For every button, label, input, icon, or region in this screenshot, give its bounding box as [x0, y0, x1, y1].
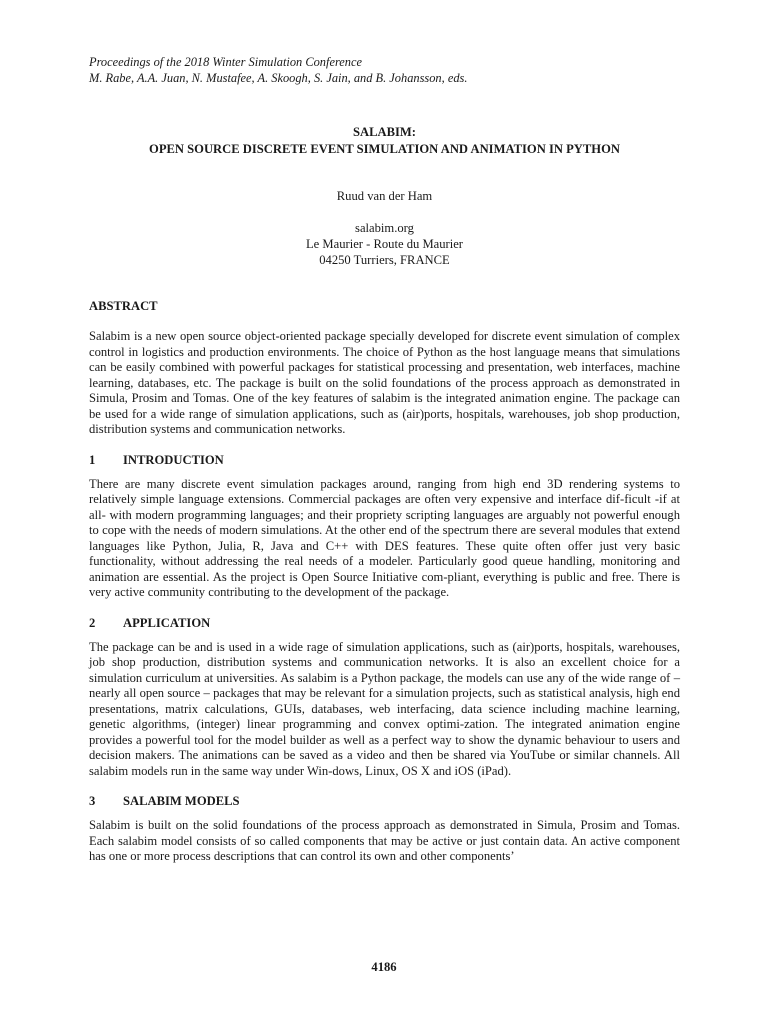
affiliation-line: salabim.org [355, 221, 414, 235]
section-title: SALABIM MODELS [123, 794, 240, 808]
section-text-introduction: There are many discrete event simulation packages around, ranging from high end 3D rendering systems to relatively simple language extensions. Commercial packages are often very expensive and interface dif-ficult -if at all- with modern programming languages; and their propriety scripting languages are arguably not powerful enough to cope with the needs of modern simulations. At the other end of the spectrum there are several modules that extend languages like Python, Julia, R, Java and C++ with DES features. These quite often offer just very basic functionality, without addressing the real needs of a modeler. Particularly good queue handling, monitoring and animation are essential. As the project is Open Source Initiative com-pliant, everything is public and free. There is very active community contributing to the development of the package. [89, 476, 680, 599]
affiliation-line: 04250 Turriers, FRANCE [319, 253, 450, 267]
abstract-heading: ABSTRACT [89, 299, 158, 313]
section-heading-salabim-models [89, 793, 680, 809]
section-title: INTRODUCTION [123, 452, 224, 467]
section-heading-application [89, 615, 680, 631]
abstract-text: Salabim is a new open source object-oriented package specially developed for discrete event simulation of complex control in logistics and production environments. The choice of Python as the host language means that simulations can be easily combined with powerful packages for statistical processing and presentation, web interfaces, machine learning, databases, etc. The package is built on the solid foundations of the process approach as demonstrated in Simula, Prosim and Tomas. One of the key features of salabim is the integrated animation engine. The package can be used for a wide range of simulation applications, such as (air)ports, hospitals, warehouses, job shop production, distribution systems and communication networks. [89, 329, 680, 436]
title-line-1: SALABIM: [353, 125, 416, 139]
affiliation-line: Le Maurier - Route du Maurier [305, 237, 464, 251]
paper-title [89, 124, 680, 157]
section-title: APPLICATION [123, 615, 211, 630]
section-number: 2 [89, 615, 96, 630]
title-line-2: OPEN SOURCE DISCRETE EVENT SIMULATION AND ANIMATION IN PYTHON [149, 141, 620, 156]
author-name: Ruud van der Ham [336, 189, 433, 203]
proceedings-line: Proceedings of the 2018 Winter Simulation Conference [89, 55, 363, 69]
section-number: 1 [89, 452, 96, 467]
page-number: 4186 [371, 960, 397, 974]
section-heading-introduction [89, 452, 680, 468]
paper-page [89, 54, 680, 865]
section-number: 3 [89, 794, 96, 808]
author-affiliation [89, 220, 680, 268]
section-text-salabim-models: Salabim is built on the solid foundations of the process approach as demonstrated in Simula, Prosim and Tomas. Each salabim model consists of so called components that may be active or just contain data. An active component has one or more process descriptions that can control its own and other components’ [89, 818, 680, 863]
editors-line: M. Rabe, A.A. Juan, N. Mustafee, A. Skoogh, S. Jain, and B. Johansson, eds. [89, 71, 468, 85]
section-text-application: The package can be and is used in a wide rage of simulation applications, such as (air)ports, hospitals, warehouses, job shop production, distribution systems and communication networks. It is also an excellent choice for a simulation curriculum at universities. As salabim is a Python package, the models can use any of the wide range of – nearly all open source – packages that may be relevant for a simulation projects, such as statistical analysis, high end presentations, matrix calculations, GUIs, databases, web interfacing, data science including machine learning, genetic algorithms, (integer) linear programming and convex optimi-zation. The integrated animation engine provides a powerful tool for the model builder as well as a perfect way to show the dynamic behaviour to users and decision makers. The animations can be saved as a video and then be shared via YouTube or similar channels. All salabim models run in the same way under Win-dows, Linux, OS X and iOS (iPad). [89, 639, 680, 778]
